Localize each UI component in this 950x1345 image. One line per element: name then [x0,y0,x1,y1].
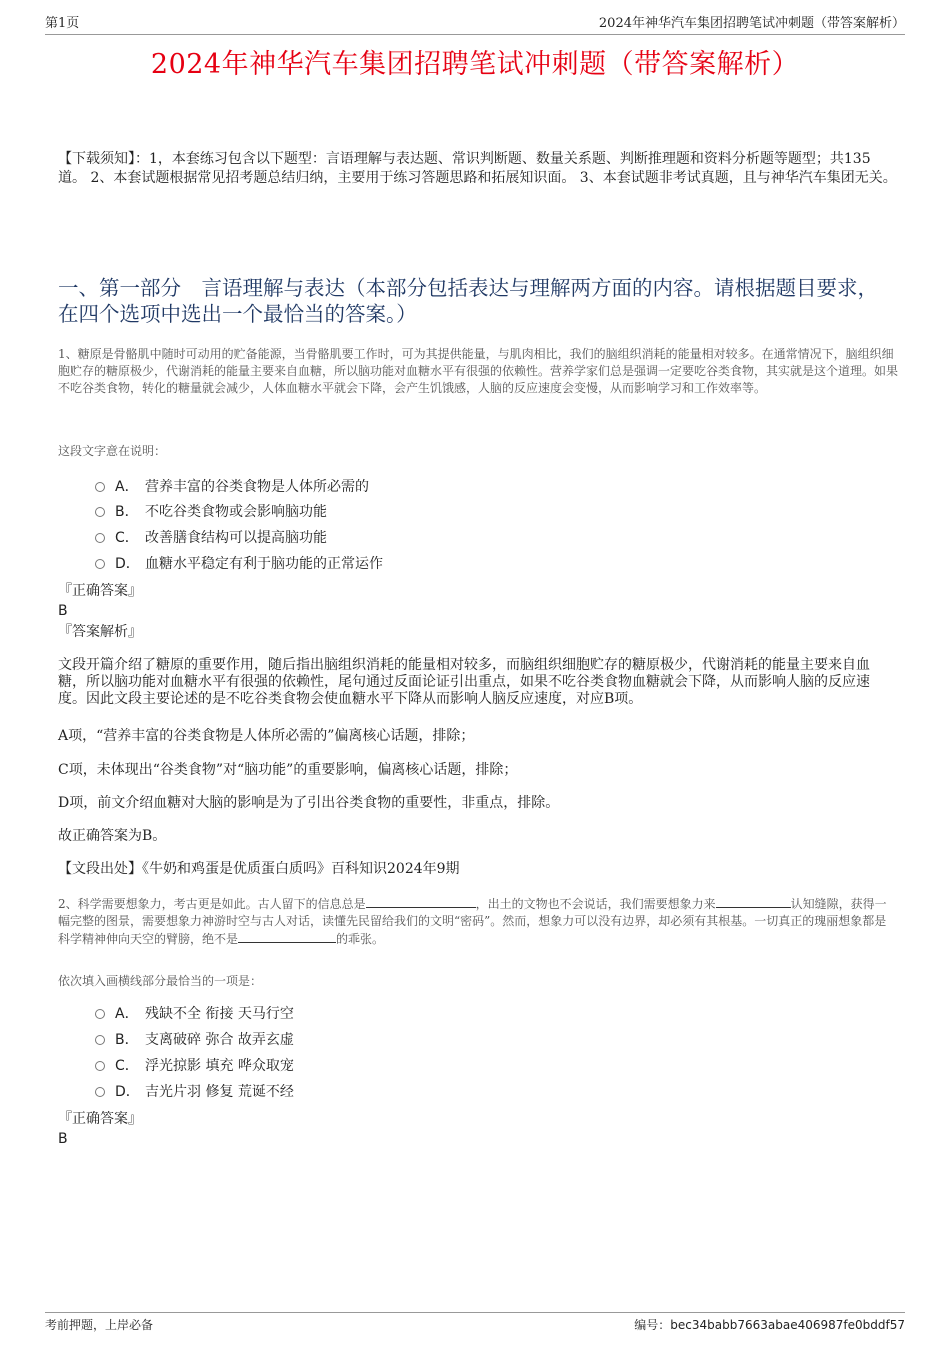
page-number: 第1页 [45,16,80,31]
radio-icon[interactable] [95,482,105,492]
q2-answer: B [58,1131,68,1147]
radio-icon[interactable] [95,1061,105,1071]
question-1-text: 1、糖原是骨骼肌中随时可动用的贮备能源，当骨骼肌要工作时，可为其提供能量，与肌肉相比，我们的脑组织消耗的能量相对较多。在通常情况下，脑组织细胞贮存的糖原极少，代谢消耗的能量主要来自血糖，所以脑功能对血糖水平有很强的依赖性。营养学家们总是强调一定要吃谷类食物，其实就是这个道理。如果不吃谷类食物，转化的糖量就会减少，人体血糖水平就会下降，会产生饥饿感，人脑的反应速度会变慢，从而影响学习和工作效率等。 [58,347,899,395]
radio-icon[interactable] [95,1035,105,1045]
header-doc-title: 2024年神华汽车集团招聘笔试冲刺题（带答案解析） [598,16,905,31]
fill-blank-2 [716,895,791,908]
q1-analysis-a: A项，“营养丰富的谷类食物是人体所必需的”偏离核心话题，排除； [58,728,475,744]
q2-option-d[interactable]: D． 吉光片羽 修复 荒诞不经 [95,1083,294,1101]
q1-analysis: 文段开篇介绍了糖原的重要作用，随后指出脑组织消耗的能量相对较多，而脑组织细胞贮存的糖原极少，代谢消耗的能量主要来自血糖，所以脑功能对血糖水平有很强的依赖性，尾句通过反面论证引出重点，如果不吃谷类食物血糖就会下降，从而影响人脑的反应速度。因此文段主要论述的是不吃谷类食物会使血糖水平下降从而影响人脑反应速度，对应B项。 [58,657,870,707]
q1-option-c[interactable]: C． 改善膳食结构可以提高脑功能 [95,529,327,547]
q1-analysis-d: D项，前文介绍血糖对大脑的影响是为了引出谷类食物的重要性，非重点，排除。 [58,795,560,811]
q2-option-c[interactable]: C． 浮光掠影 填充 哗众取宠 [95,1057,294,1075]
fill-blank-1 [366,895,476,908]
q1-analysis-c: C项，未体现出“谷类食物”对“脑功能”的重要影响，偏离核心话题，排除； [58,762,518,778]
page-header [45,14,905,35]
download-notice: 【下载须知】：1，本套练习包含以下题型：言语理解与表达题、常识判断题、数量关系题、判断推理题和资料分析题等题型；共135道。 2、本套试题根据常见招考题总结归纳，主要用于练习答题思路和拓展知识面。 3、本套试题非考试真题，且与神华汽车集团无关。 [58,151,897,186]
q1-source: 【文段出处】《牛奶和鸡蛋是优质蛋白质吗》百科知识2024年9期 [58,861,460,877]
q2-option-b[interactable]: B． 支离破碎 弥合 故弄玄虚 [95,1031,294,1049]
q2-answer-label: 『正确答案』 [58,1111,142,1127]
q1-answer: B [58,603,68,619]
section-title: 一、第一部分 言语理解与表达（本部分包括表达与理解两方面的内容。请根据题目要求，在四个选项中选出一个最恰当的答案。） [58,276,878,326]
radio-icon[interactable] [95,1009,105,1019]
q1-option-a[interactable]: A． 营养丰富的谷类食物是人体所必需的 [95,478,369,496]
radio-icon[interactable] [95,1087,105,1097]
page-footer [45,1312,905,1333]
radio-icon[interactable] [95,533,105,543]
question-2-text: 2、科学需要想象力，考古更是如此。古人留下的信息总是 ，出土的文物也不会说话，我们需要想象力来 认知缝隙，获得一幅完整的图景，需要想象力神游时空与古人对话，读懂先民留给我们的文明“密码”。然而，想象力可以没有边界，却必须有其根基。一切真正的瑰丽想象都是科学精神伸向天空的臂膀，绝不是 的乖张。 [58,897,887,946]
document-code: 编号：bec34babb7663abae406987fe0bddf57 [634,1318,905,1332]
fill-blank-3 [238,930,336,943]
q2-option-a[interactable]: A． 残缺不全 衔接 天马行空 [95,1005,294,1023]
question-1-prompt: 这段文字意在说明： [58,444,167,458]
radio-icon[interactable] [95,559,105,569]
q1-option-d[interactable]: D． 血糖水平稳定有利于脑功能的正常运作 [95,555,383,573]
document-title: 2024年神华汽车集团招聘笔试冲刺题（带答案解析） [150,49,800,80]
footer-slogan: 考前押题，上岸必备 [45,1318,154,1332]
q1-answer-label: 『正确答案』 [58,583,142,599]
radio-icon[interactable] [95,507,105,517]
q1-analysis-label: 『答案解析』 [58,624,142,640]
q1-option-b[interactable]: B． 不吃谷类食物或会影响脑功能 [95,503,327,521]
question-2-prompt: 依次填入画横线部分最恰当的一项是： [58,974,263,988]
q1-conclusion: 故正确答案为B。 [58,828,167,844]
